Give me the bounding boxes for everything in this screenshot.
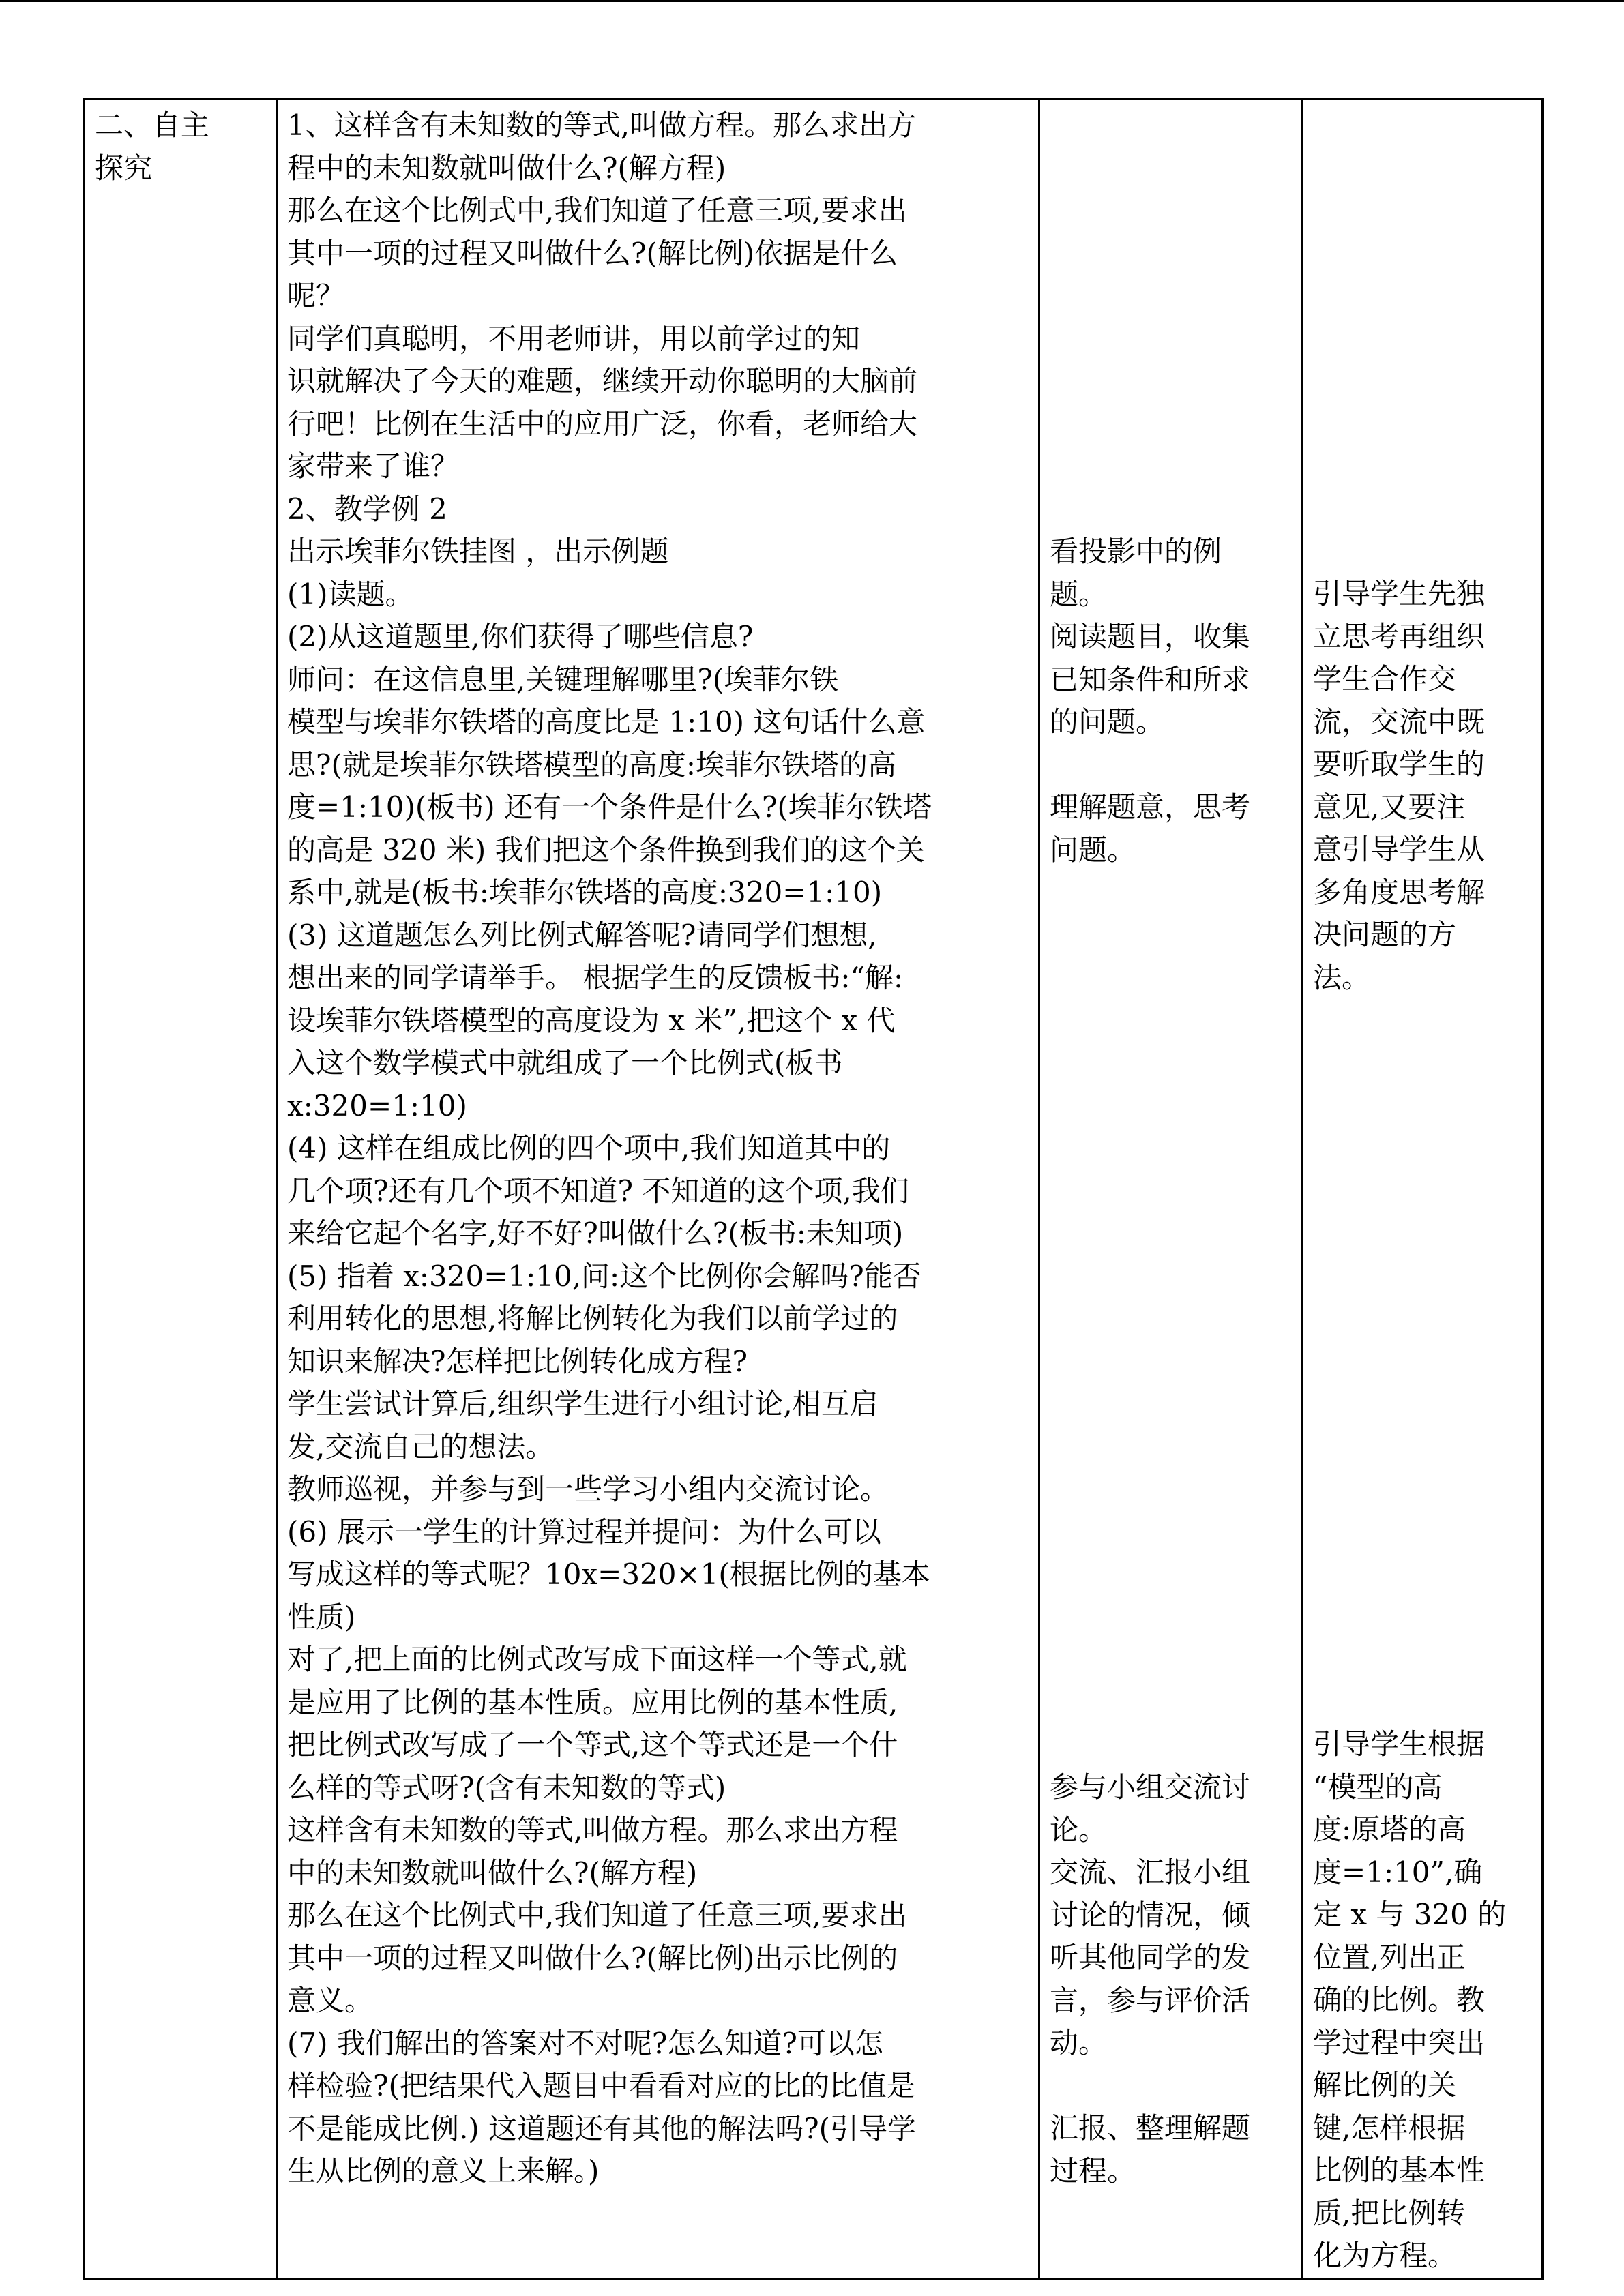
text-line: 想出来的同学请举手。 根据学生的反馈板书:“解: (287, 961, 904, 994)
student-activity-line: 动。 (1050, 2026, 1108, 2059)
student-activity-line: 言，参与评价活 (1050, 1983, 1251, 2017)
student-activity-line: 问题。 (1050, 833, 1136, 867)
text-line: 来给它起个名字,好不好?叫做什么?(板书:未知项) (287, 1217, 904, 1250)
lesson-plan-table (83, 98, 1544, 2280)
design-intent-line: 定 x 与 320 的 (1313, 1898, 1507, 1931)
student-activity-block-3 (1050, 2107, 1292, 2192)
text-line: 把比例式改写成了一个等式,这个等式还是一个什 (287, 1728, 898, 1761)
student-activity-line: 参与小组交流讨 (1050, 1770, 1251, 1804)
text-line: 写成这样的等式呢？10x=320×1(根据比例的基本 (287, 1557, 930, 1591)
text-line: 这样含有未知数的等式,叫做方程。那么求出方程 (287, 1813, 898, 1847)
design-intent-line: 质,把比例转 (1313, 2196, 1466, 2230)
student-activity-cell (1039, 100, 1303, 2279)
design-intent-block-2 (1313, 1723, 1532, 2278)
student-activity-line: 交流、汇报小组 (1050, 1855, 1251, 1889)
spacer (1050, 2065, 1292, 2108)
text-line: 行吧！比例在生活中的应用广泛，你看，老师给大 (287, 406, 918, 441)
text-line: 那么在这个比例式中,我们知道了任意三项,要求出 (287, 194, 907, 227)
text-line: 那么在这个比例式中,我们知道了任意三项,要求出 (287, 1898, 907, 1932)
text-line: 意义。 (287, 1984, 374, 2017)
design-intent-cell (1303, 100, 1543, 2279)
design-intent-line: 键,怎样根据 (1313, 2111, 1466, 2145)
student-activity-line: 过程。 (1050, 2153, 1136, 2188)
design-intent-line: 学过程中突出 (1313, 2025, 1486, 2059)
design-intent-block-1 (1313, 573, 1532, 999)
design-intent-line: 多角度思考解 (1313, 875, 1486, 909)
text-line: 同学们真聪明，不用老师讲，用以前学过的知 (287, 321, 861, 355)
student-activity-line (1050, 744, 1292, 787)
design-intent-line: 比例的基本性 (1313, 2153, 1486, 2187)
student-activity-line: 的问题。 (1050, 705, 1165, 739)
design-intent-line: 要听取学生的 (1313, 747, 1486, 781)
text-line: 系中,就是(板书:埃菲尔铁塔的高度:320=1:10) (287, 876, 883, 909)
text-line: 么样的等式呀?(含有未知数的等式) (287, 1770, 726, 1804)
student-activity-block-2 (1050, 1766, 1292, 2065)
spacer (1050, 104, 1292, 531)
design-intent-line: 化为方程。 (1313, 2239, 1457, 2272)
design-intent-line: 解比例的关 (1313, 2068, 1457, 2102)
text-line: 程中的未知数就叫做什么?(解方程) (287, 151, 726, 185)
student-activity-line: 讨论的情况，倾 (1050, 1898, 1251, 1932)
section-label-line: 探究 (95, 151, 153, 185)
text-line: 呢？ (287, 279, 345, 312)
table-row (85, 100, 1543, 2279)
text-line: 家带来了谁？ (287, 449, 460, 483)
student-activity-line: 听其他同学的发 (1050, 1941, 1251, 1974)
design-intent-line: 确的比例。教 (1313, 1983, 1486, 2016)
text-line: 师问：在这信息里,关键理解哪里?(埃菲尔铁 (287, 662, 839, 696)
design-intent-line: 度:原塔的高 (1313, 1813, 1466, 1846)
text-line: 发,交流自己的想法。 (287, 1429, 555, 1463)
design-intent-line: 学生合作交 (1313, 662, 1457, 696)
text-line: (7) 我们解出的答案对不对呢?怎么知道?可以怎 (287, 2026, 883, 2060)
text-line: 出示埃菲尔铁挂图 ，出示例题 (287, 535, 669, 568)
design-intent-line: 流，交流中既 (1313, 704, 1486, 739)
top-border-rule (0, 0, 1624, 2)
text-line: 的高是 320 米) 我们把这个条件换到我们的这个关 (287, 833, 925, 867)
text-line: 识就解决了今天的难题，继续开动你聪明的大脑前 (287, 364, 918, 398)
section-label-line: 二、自主 (95, 108, 210, 142)
design-intent-line: 引导学生先独 (1313, 577, 1486, 610)
student-activity-line: 汇报、整理解题 (1050, 2111, 1251, 2145)
student-activity-line: 阅读题目，收集 (1050, 620, 1251, 653)
text-line: 1、这样含有未知数的等式,叫做方程。那么求出方 (287, 108, 917, 142)
teaching-process-text (287, 104, 1029, 2193)
design-intent-line: 意见,又要注 (1313, 790, 1466, 824)
text-line: (6) 展示一学生的计算过程并提问：为什么可以 (287, 1515, 881, 1549)
design-intent-line: 法。 (1313, 960, 1371, 994)
student-activity-line: 看投影中的例 (1050, 535, 1222, 568)
text-line: (5) 指着 x:320=1:10,问:这个比例你会解吗?能否 (287, 1259, 921, 1293)
text-line: 利用转化的思想,将解比例转化为我们以前学过的 (287, 1302, 898, 1335)
section-label (95, 104, 266, 190)
student-activity-block-1 (1050, 531, 1292, 871)
text-line: 对了,把上面的比例式改写成下面这样一个等式,就 (287, 1643, 907, 1676)
text-line: 生从比例的意义上来解。) (287, 2154, 600, 2188)
text-line: 教师巡视，并参与到一些学习小组内交流讨论。 (287, 1472, 889, 1506)
text-line: 知识来解决?怎样把比例转化成方程? (287, 1344, 748, 1378)
text-line: 设埃菲尔铁塔模型的高度设为 x 米”,把这个 x 代 (287, 1003, 896, 1037)
spacer (1313, 999, 1532, 1723)
student-activity-line: 已知条件和所求 (1050, 662, 1251, 696)
text-line: 几个项?还有几个项不知道? 不知道的这个项,我们 (287, 1174, 909, 1208)
text-line: 中的未知数就叫做什么?(解方程) (287, 1855, 698, 1890)
text-line: 入这个数学模式中就组成了一个比例式(板书 (287, 1046, 843, 1079)
design-intent-line: 立思考再组织 (1313, 619, 1486, 653)
text-line: 其中一项的过程又叫做什么?(解比例)出示比例的 (287, 1941, 898, 1975)
text-line: 其中一项的过程又叫做什么?(解比例)依据是什么 (287, 236, 898, 270)
text-line: 思?(就是埃菲尔铁塔模型的高度:埃菲尔铁塔的高 (287, 747, 897, 781)
text-line: 性质) (287, 1600, 356, 1634)
text-line: (3) 这道题怎么列比例式解答呢?请同学们想想, (287, 918, 877, 952)
text-line: x:320=1:10) (287, 1088, 467, 1122)
teaching-process-cell (277, 100, 1039, 2279)
student-activity-line: 论。 (1050, 1813, 1108, 1847)
design-intent-line: 位置,列出正 (1313, 1940, 1466, 1974)
spacer (1313, 104, 1532, 573)
student-activity-line: 理解题意，思考 (1050, 790, 1251, 824)
text-line: 模型与埃菲尔铁塔的高度比是 1:10) 这句话什么意 (287, 705, 926, 739)
design-intent-line: 意引导学生从 (1313, 833, 1486, 866)
section-cell (85, 100, 277, 2279)
text-line: 样检验?(把结果代入题目中看看对应的比的比值是 (287, 2069, 915, 2102)
text-line: 2、教学例 2 (287, 492, 447, 526)
student-activity-line: 题。 (1050, 577, 1108, 611)
design-intent-line: 度=1:10”,确 (1313, 1855, 1483, 1889)
design-intent-line: 决问题的方 (1313, 918, 1457, 951)
text-line: 学生尝试计算后,组织学生进行小组讨论,相互启 (287, 1387, 879, 1420)
spacer (1050, 871, 1292, 1766)
text-line: (4) 这样在组成比例的四个项中,我们知道其中的 (287, 1131, 891, 1165)
design-intent-line: “模型的高 (1313, 1770, 1443, 1804)
text-line: (2)从这道题里,你们获得了哪些信息? (287, 620, 754, 653)
text-line: (1)读题。 (287, 577, 414, 611)
text-line: 度=1:10)(板书) 还有一个条件是什么?(埃菲尔铁塔 (287, 790, 932, 824)
design-intent-line: 引导学生根据 (1313, 1727, 1486, 1761)
text-line: 是应用了比例的基本性质。应用比例的基本性质, (287, 1685, 898, 1719)
text-line: 不是能成比例.) 这道题还有其他的解法吗?(引导学 (287, 2111, 916, 2145)
